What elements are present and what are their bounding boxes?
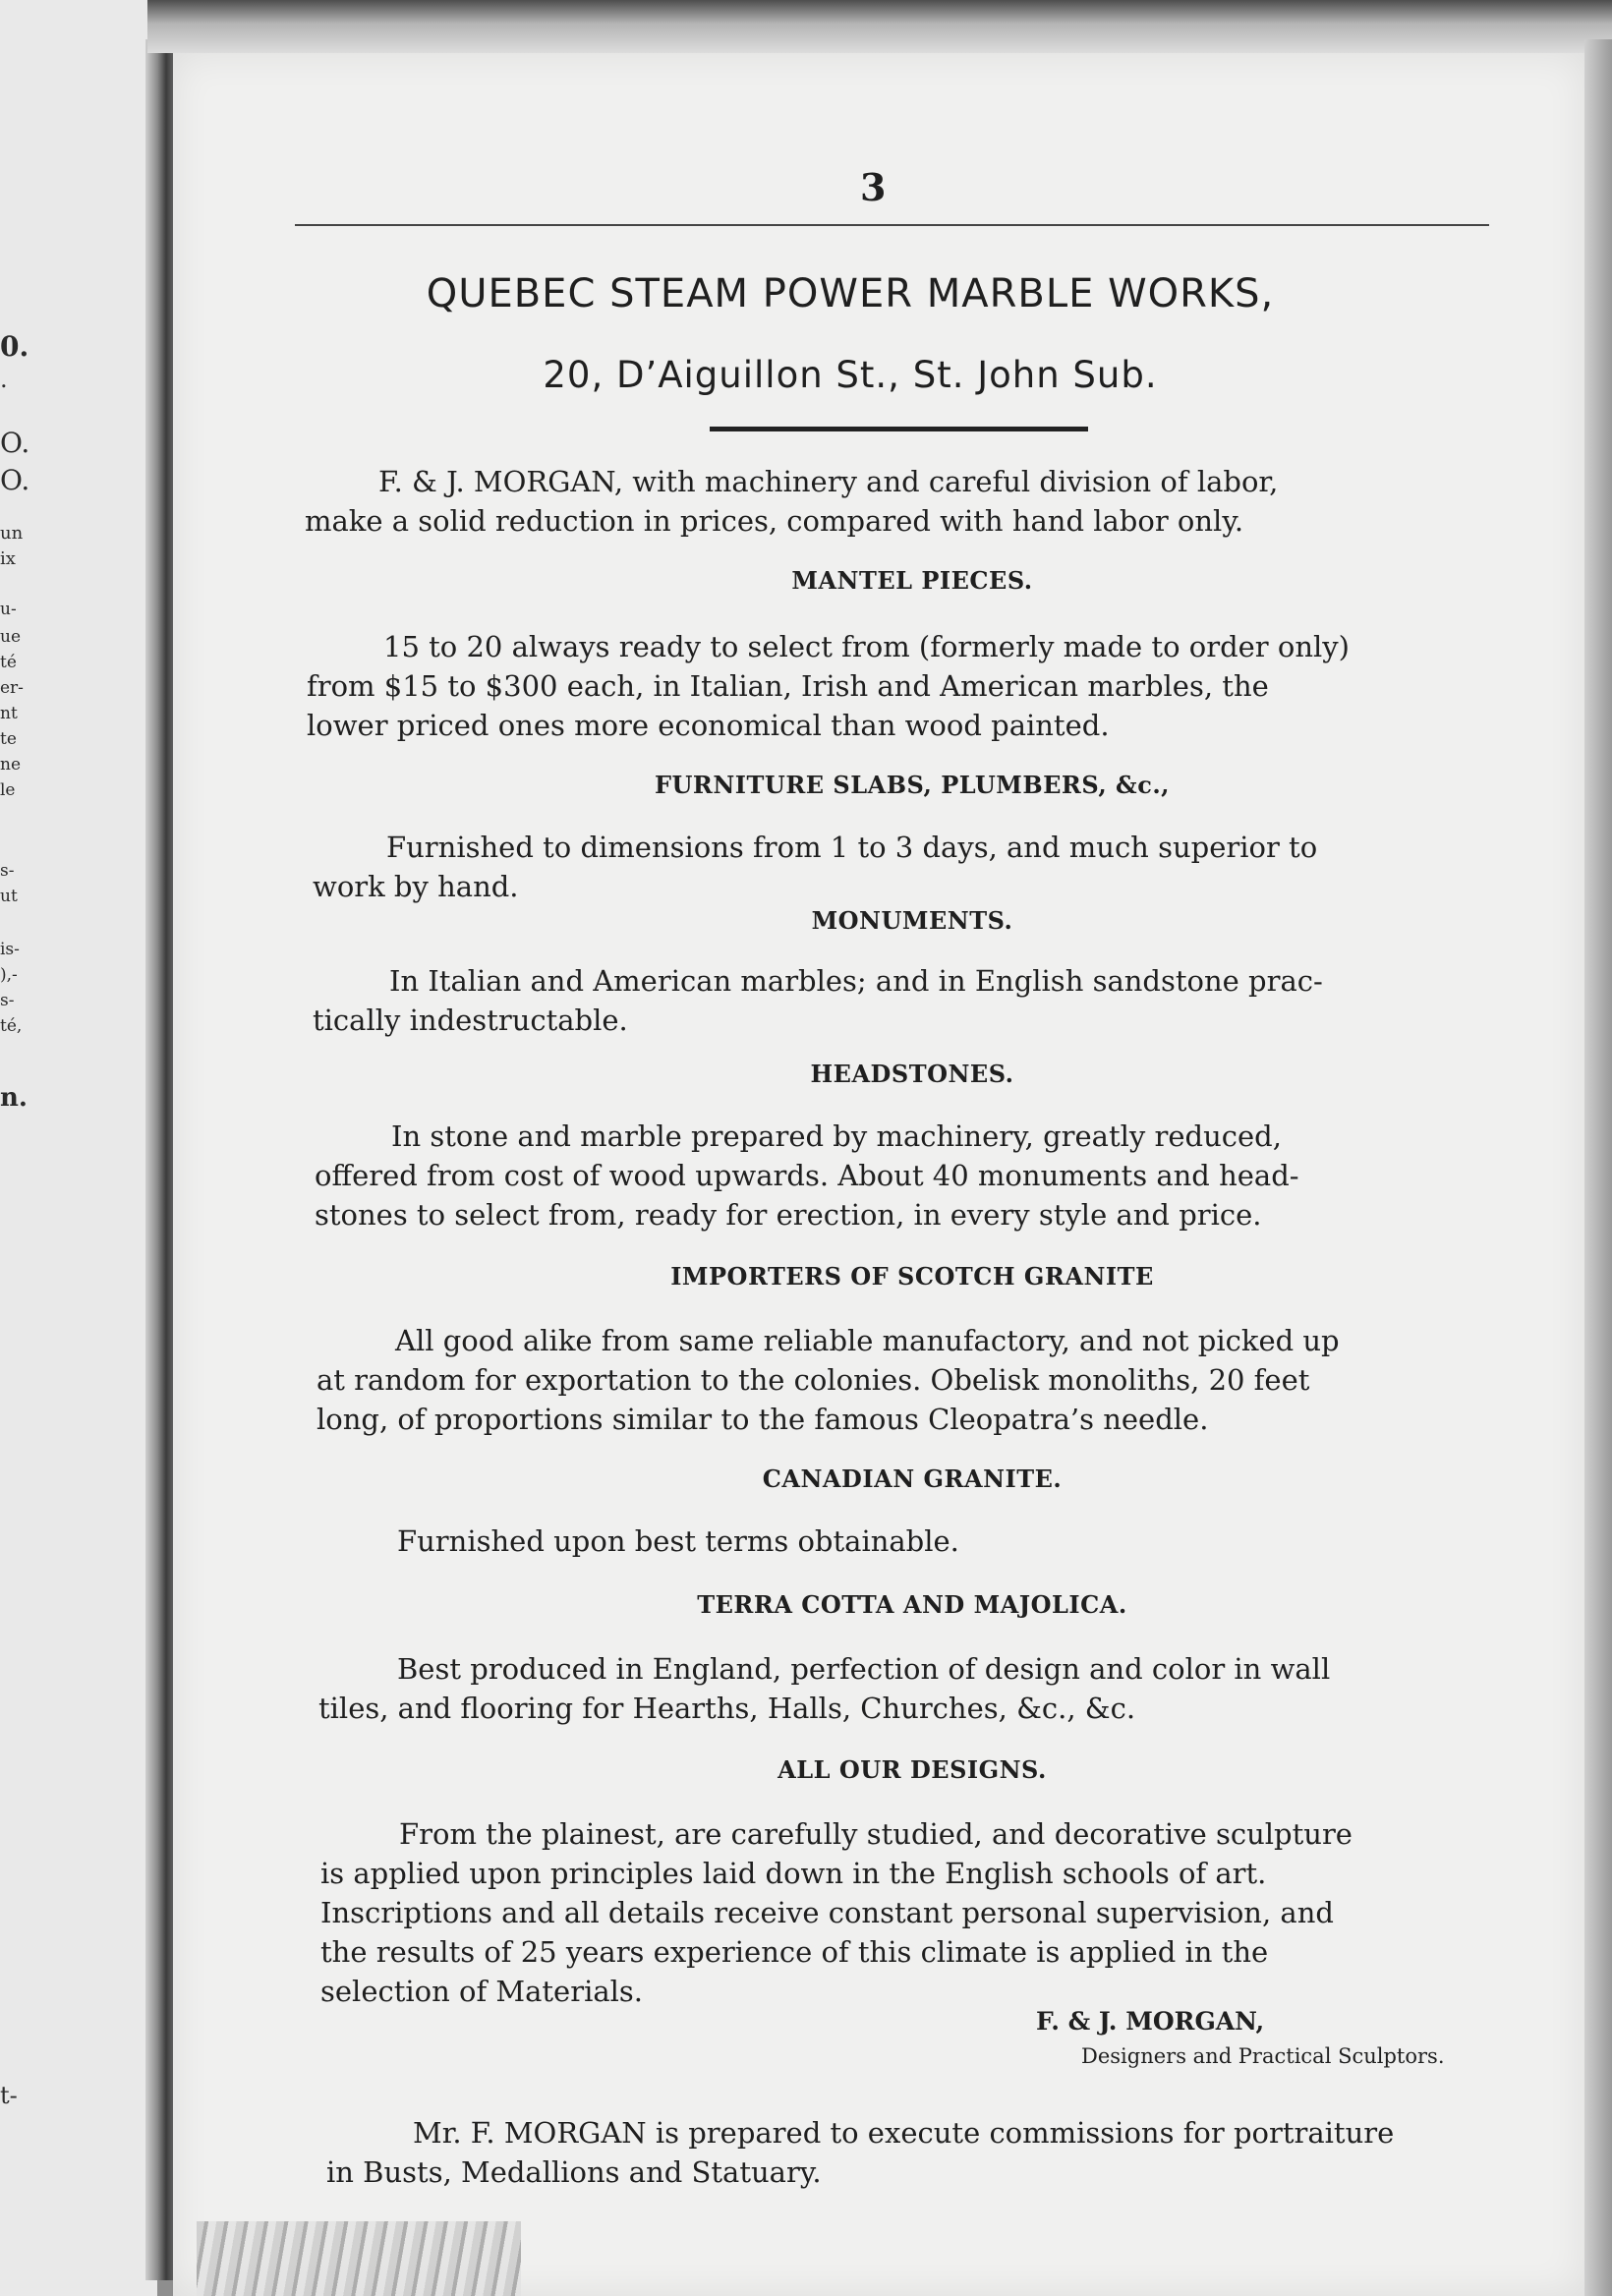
signature-name: F. & J. MORGAN, [1036, 2007, 1265, 2036]
footer-line: Mr. F. MORGAN is prepared to execute commissions for portraiture [413, 2116, 1395, 2150]
section-line: is applied upon principles laid down in the English schools of art. [320, 1857, 1267, 1890]
section-line: selection of Materials. [320, 1975, 644, 2008]
section-line: at random for exportation to the colonies. Obelisk monoliths, 20 feet [317, 1363, 1310, 1397]
margin-fragment: ix [0, 548, 16, 569]
margin-fragment: O. [0, 427, 30, 459]
section-line: work by hand. [313, 870, 519, 903]
margin-fragment: le [0, 780, 16, 800]
section-line: In stone and marble prepared by machinery, greatly reduced, [391, 1119, 1282, 1153]
section-line: Furnished upon best terms obtainable. [397, 1524, 959, 1558]
margin-fragment: ue [0, 627, 22, 647]
margin-fragment: er- [0, 678, 24, 698]
footer-line: in Busts, Medallions and Statuary. [326, 2155, 822, 2189]
margin-fragment: 0. [0, 330, 29, 363]
section-heading: CANADIAN GRANITE. [762, 1464, 1063, 1493]
adjacent-page-margin [0, 0, 157, 2296]
title-divider [710, 427, 1088, 431]
margin-fragment: nt [0, 704, 18, 723]
section-line: long, of proportions similar to the famous Cleopatra’s needle. [317, 1403, 1209, 1436]
section-line: Inscriptions and all details receive constant personal supervision, and [320, 1896, 1334, 1929]
section-line: Best produced in England, perfection of design and color in wall [397, 1652, 1331, 1686]
section-line: stones to select from, ready for erection, in every style and price. [315, 1198, 1262, 1232]
section-heading: FURNITURE SLABS, PLUMBERS, &c., [654, 771, 1171, 799]
margin-fragment: t- [0, 2082, 18, 2109]
section-heading: IMPORTERS OF SCOTCH GRANITE [670, 1262, 1154, 1291]
page-title: QUEBEC STEAM POWER MARBLE WORKS, [426, 271, 1275, 316]
section-line: In Italian and American marbles; and in English sandstone prac- [389, 964, 1323, 998]
section-heading: ALL OUR DESIGNS. [777, 1755, 1047, 1784]
margin-fragment: ne [0, 755, 22, 775]
margin-fragment: ut [0, 887, 18, 906]
section-heading: MANTEL PIECES. [791, 566, 1033, 595]
margin-fragment: n. [0, 1083, 28, 1113]
margin-fragment: te [0, 729, 17, 749]
section-line: Furnished to dimensions from 1 to 3 days, and much superior to [386, 831, 1318, 864]
margin-fragment: s- [0, 991, 15, 1010]
address-line: 20, D’Aiguillon St., St. John Sub. [543, 354, 1158, 396]
margin-fragment: is- [0, 940, 20, 959]
section-line: from $15 to $300 each, in Italian, Irish and American marbles, the [307, 669, 1269, 703]
page-stack-top-edge [147, 0, 1612, 53]
margin-fragment: ),- [0, 965, 18, 985]
margin-fragment: u- [0, 600, 17, 619]
section-heading: MONUMENTS. [811, 906, 1013, 935]
section-line: From the plainest, are carefully studied, and decorative sculpture [399, 1817, 1353, 1851]
margin-fragment: . [0, 366, 8, 393]
intro-line: make a solid reduction in prices, compared with hand labor only. [305, 504, 1244, 538]
signature-title: Designers and Practical Sculptors. [1081, 2044, 1445, 2068]
intro-line: F. & J. MORGAN, with machinery and careful division of labor, [378, 465, 1279, 498]
margin-fragment: té [0, 653, 17, 672]
section-heading: TERRA COTTA AND MAJOLICA. [697, 1590, 1127, 1619]
margin-fragment: un [0, 523, 24, 544]
margin-fragment: O. [0, 464, 30, 496]
header-rule [295, 224, 1489, 226]
section-line: the results of 25 years experience of this climate is applied in the [320, 1935, 1269, 1969]
section-line: lower priced ones more economical than wood painted. [307, 709, 1110, 742]
torn-page-corner [197, 2221, 521, 2296]
section-line: 15 to 20 always ready to select from (formerly made to order only) [383, 630, 1350, 663]
margin-fragment: té, [0, 1016, 23, 1036]
section-line: offered from cost of wood upwards. About 40 monuments and head- [315, 1159, 1299, 1192]
margin-fragment: s- [0, 861, 15, 881]
section-line: All good alike from same reliable manufactory, and not picked up [395, 1324, 1340, 1357]
section-line: tiles, and flooring for Hearths, Halls, Churches, &c., &c. [318, 1692, 1136, 1725]
section-heading: HEADSTONES. [810, 1060, 1014, 1088]
section-line: tically indestructable. [313, 1004, 628, 1037]
page-number: 3 [860, 165, 887, 209]
